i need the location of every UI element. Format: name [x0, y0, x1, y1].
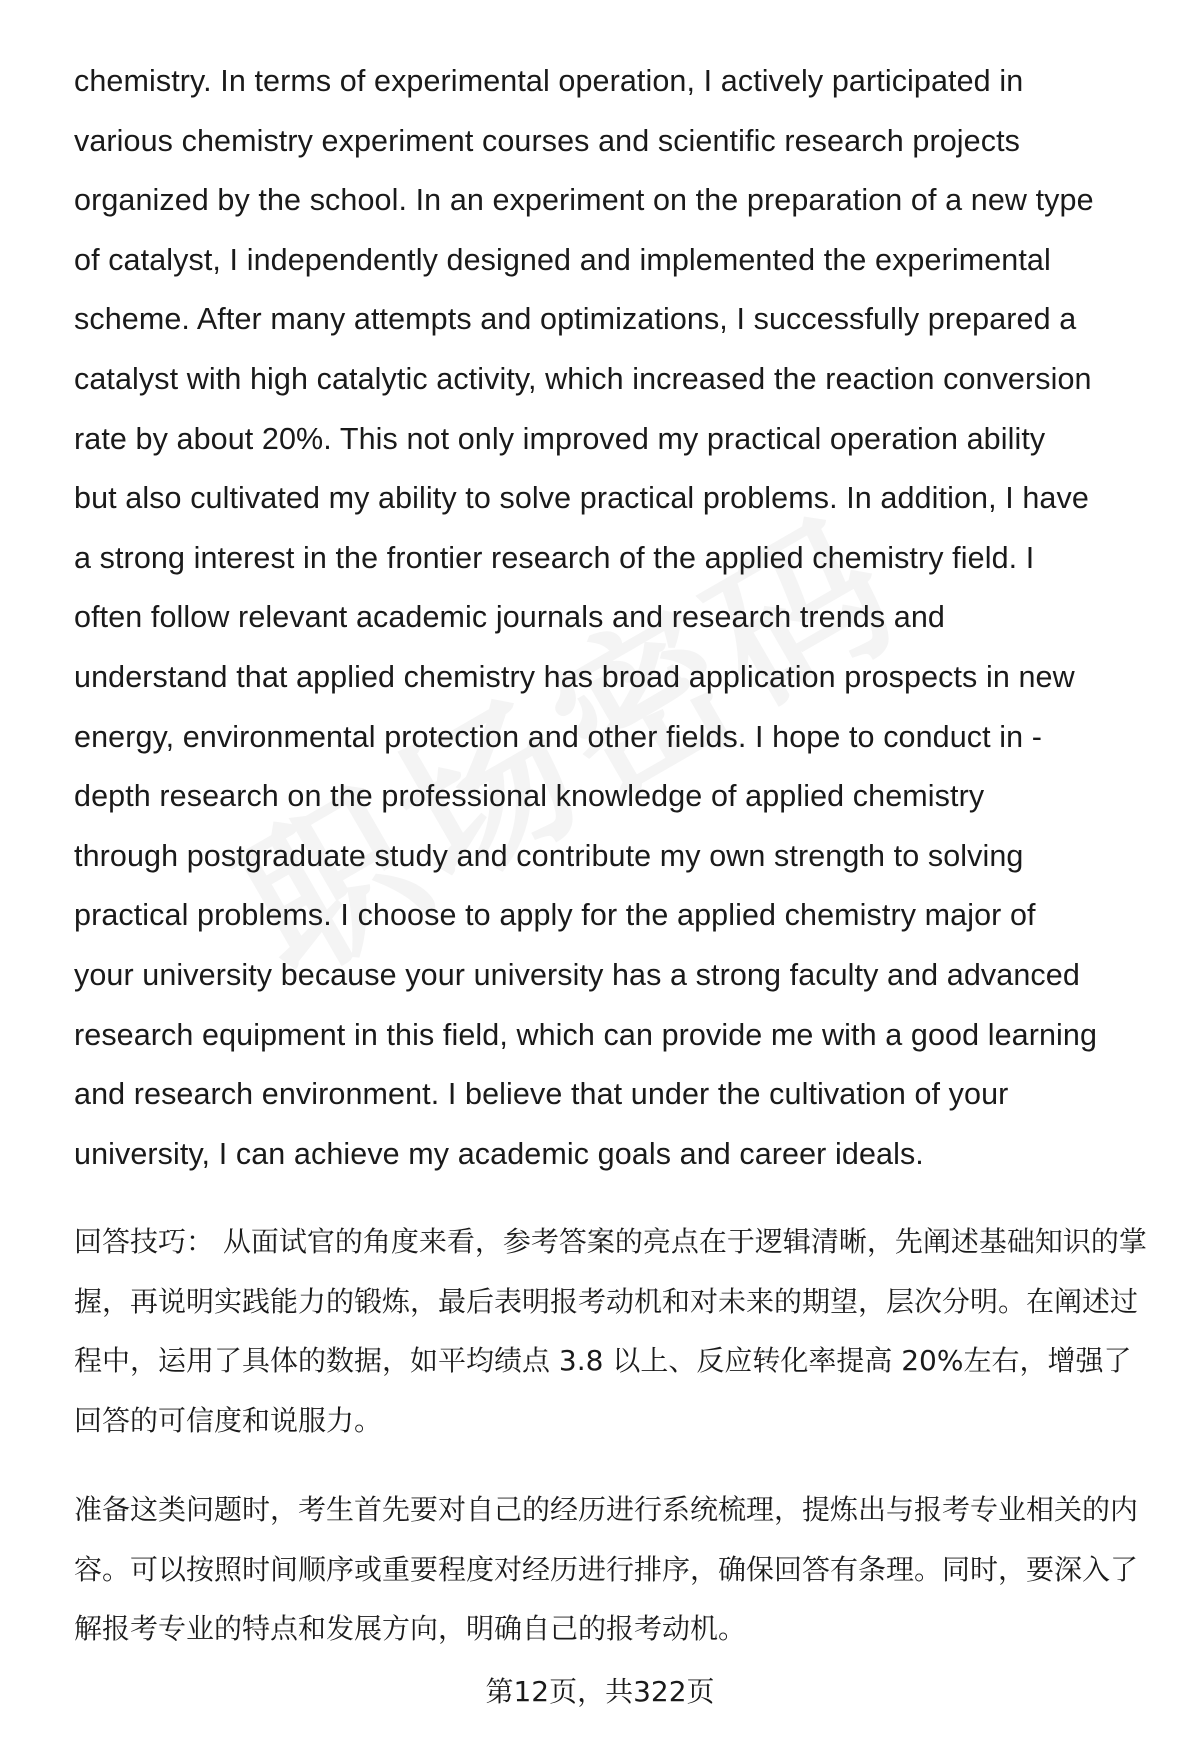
text-line: of catalyst, I independently designed and implemented the experimental — [74, 242, 1051, 277]
text-line: often follow relevant academic journals and research trends and — [74, 600, 945, 635]
page-number: 第12页，共322页 — [485, 1675, 715, 1708]
text-line: a strong interest in the frontier research of the applied chemistry field. I — [74, 540, 1035, 575]
text-line: rate by about 20%. This not only improved my practical operation ability — [74, 421, 1046, 456]
text-line: your university because your university has a strong faculty and advanced — [74, 957, 1080, 992]
preparation-paragraph: 准备这类问题时，考生首先要对自己的经历进行系统梳理，提炼出与报考专业相关的内容。可以按照时间顺序或重要程度对经历进行排序，确保回答有条理。同时，要深入了解报考专业的特点和发展方向，明确自己的报考动机。 — [74, 1493, 1139, 1645]
answer-text — [74, 52, 1154, 1184]
text-line: practical problems. I choose to apply for the applied chemistry major of — [74, 898, 1036, 933]
text-line: organized by the school. In an experiment on the preparation of a new type — [74, 183, 1094, 218]
text-line: research equipment in this field, which can provide me with a good learning — [74, 1017, 1098, 1052]
text-line: chemistry. In terms of experimental operation, I actively participated in — [74, 64, 1024, 98]
text-line: university, I can achieve my academic goals and career ideals. — [74, 1136, 924, 1171]
answer-tips-paragraph: 回答技巧： 从面试官的角度来看，参考答案的亮点在于逻辑清晰，先阐述基础知识的掌握，再说明实践能力的锻炼，最后表明报考动机和对未来的期望，层次分明。在阐述过程中，运用了具体的数据，如平均绩点 3.8 以上、反应转化率提高 20%左右，增强了回答的可信度和说服力。 — [74, 1225, 1147, 1437]
text-line: catalyst with high catalytic activity, which increased the reaction conversion — [74, 361, 1092, 396]
text-line: through postgraduate study and contribute my own strength to solving — [74, 838, 1024, 873]
text-line: but also cultivated my ability to solve practical problems. In addition, I have — [74, 481, 1089, 516]
text-line: understand that applied chemistry has broad application prospects in new — [74, 659, 1075, 694]
text-line: various chemistry experiment courses and scientific research projects — [74, 123, 1020, 158]
text-line: scheme. After many attempts and optimizations, I successfully prepared a — [74, 302, 1077, 337]
text-line: and research environment. I believe that under the cultivation of your — [74, 1077, 1009, 1112]
text-line: depth research on the professional knowledge of applied chemistry — [74, 779, 985, 814]
text-line: energy, environmental protection and other fields. I hope to conduct in - — [74, 719, 1043, 754]
